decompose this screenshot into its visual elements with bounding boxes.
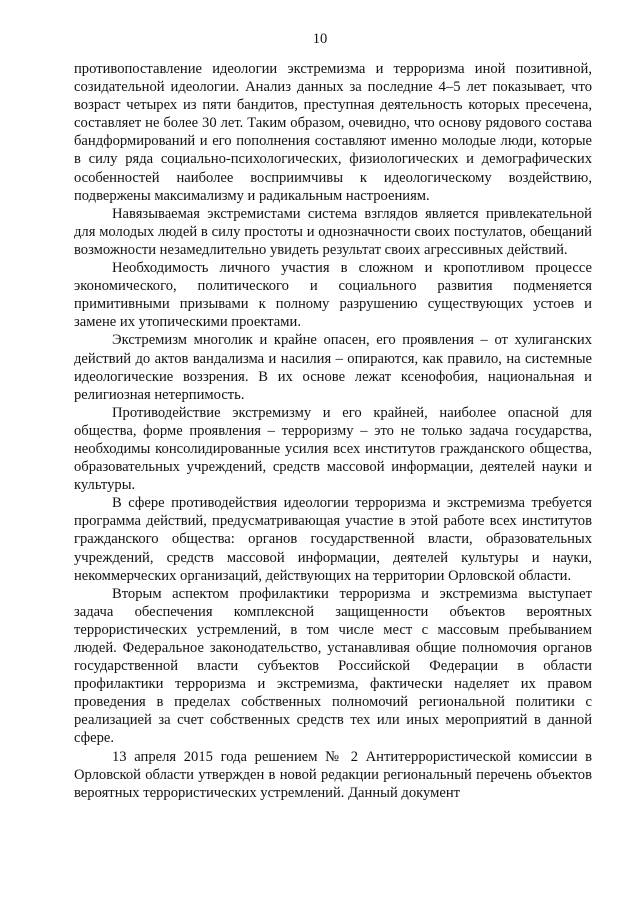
paragraph: Вторым аспектом профилактики терроризма и экстремизма выступает задача обеспечения комплексной защищенности объектов вероятных террористических устремлений, в том числе мест с массовым пребыванием людей. Федеральное законодательство, устанавливая общие полномочия органов государственной власти субъектов Российской Федерации в области профилактики терроризма и экстремизма, фактически наделяет их правом проведения в пределах собственных полномочий региональной политики с реализацией за счет собственных средств тех или иных мероприятий в данной сфере. xyxy=(74,585,592,747)
paragraph: Необходимость личного участия в сложном и кропотливом процессе экономического, политического и социального развития подменяется примитивными призывами к полному разрушению существующих устоев и замене их утопическими проектами. xyxy=(74,260,592,331)
paragraph: Навязываемая экстремистами система взглядов является привлекательной для молодых людей в силу простоты и однозначности своих постулатов, обещаний возможности незамедлительно увидеть результат своих агрессивных действий. xyxy=(74,205,592,258)
paragraph: Противодействие экстремизму и его крайней, наиболее опасной для общества, форме проявления – терроризму – это не только задача государства, необходимы консолидированные усилия всех институтов гражданского общества, образовательных учреждений, средств массовой информации, деятелей науки и культуры. xyxy=(74,404,592,494)
paragraph: Экстремизм многолик и крайне опасен, его проявления – от хулиганских действий до актов вандализма и насилия – опираются, как правило, на системные идеологические воззрения. В их основе лежат ксенофобия, национальная и религиозная нетерпимость. xyxy=(74,332,592,403)
paragraph: В сфере противодействия идеологии терроризма и экстремизма требуется программа действий, предусматривающая участие в этой работе всех институтов гражданского общества: органов государственной власти, образовательных учреждений, средств массовой информации, деятелей культуры и науки, некоммерческих организаций, действующих на территории Орловской области. xyxy=(74,495,592,584)
page-number: 10 xyxy=(312,31,328,47)
paragraph: 13 апреля 2015 года решением № 2 Антитеррористической комиссии в Орловской области утвержден в новой редакции региональный перечень объектов вероятных террористических устремлений. Данный документ xyxy=(74,748,592,801)
document-body xyxy=(74,60,592,802)
paragraph-continuation: противопоставление идеологии экстремизма и терроризма иной позитивной, созидательной идеологии. Анализ данных за последние 4–5 лет показывает, что возраст четырех из пяти бандитов, преступная деятельность которых пресечена, составляет не более 30 лет. Таким образом, очевидно, что основу рядового состава бандформирований и его пополнения составляют именно молодые люди, которые в силу ряда социально-психологических, физиологических и демографических особенностей наиболее восприимчивы к идеологическому воздействию, подвержены максимализму и радикальным настроениям. xyxy=(74,61,592,204)
